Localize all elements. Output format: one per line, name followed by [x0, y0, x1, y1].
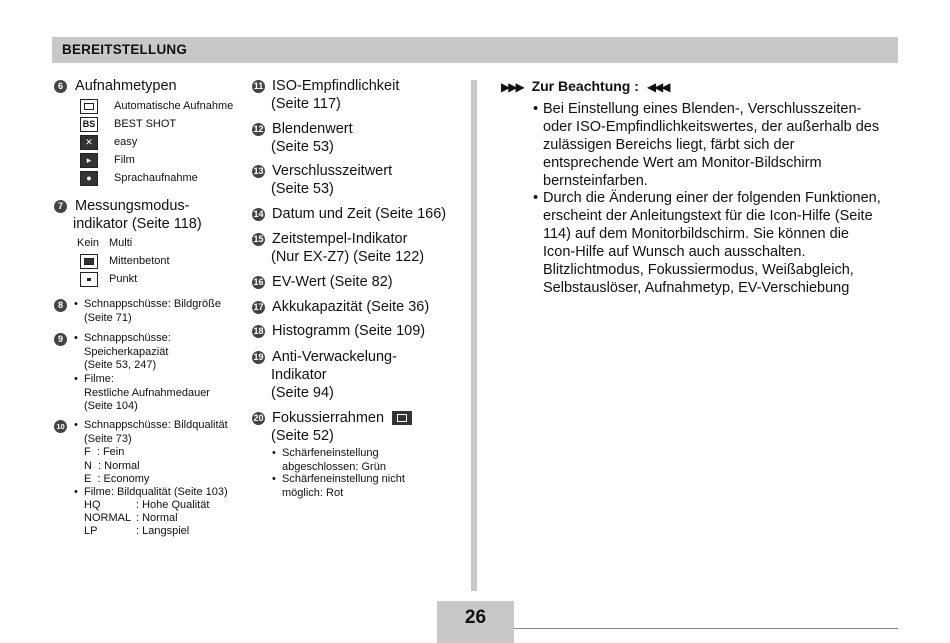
item-17 — [252, 299, 429, 317]
type-easy: easy — [114, 136, 138, 148]
item-18-l1: Histogramm (Seite 109) — [272, 323, 426, 339]
note-p1-l5: bernsteinfarben. — [543, 173, 648, 189]
item-20-l1: Fokussierrahmen — [272, 410, 385, 426]
item-12-l1: Blendenwert — [272, 121, 353, 137]
movie-icon: ▸ — [80, 153, 98, 168]
item-15 — [252, 231, 407, 249]
center-metering-icon — [80, 254, 98, 269]
item-7-title-2: indikator (Seite 118) — [73, 216, 202, 232]
note-bullet-1 — [543, 100, 879, 190]
item-13 — [252, 163, 392, 181]
meter-punkt: Punkt — [109, 273, 138, 285]
item-9-a3: (Seite 53, 247) — [84, 359, 157, 371]
focus-ok-l1: • Schärfeneinstellung — [282, 447, 379, 459]
type-film: Film — [114, 154, 135, 166]
meter-mitten: Mittenbetont — [109, 255, 170, 267]
item-15-l2: (Nur EX-Z7) (Seite 122) — [271, 249, 425, 265]
arrow-right-icon: ▶▶▶ — [501, 80, 523, 94]
item-16-l1: EV-Wert (Seite 82) — [272, 274, 393, 290]
film-normal-key: NORMAL — [84, 512, 132, 524]
item-9-b2: Restliche Aufnahmedauer — [84, 386, 210, 399]
item-10-bullet-b — [84, 486, 228, 500]
note-p1-l4: entsprechende Wert am Monitor-Bildschirm — [543, 155, 822, 171]
item-10-a2: (Seite 73) — [84, 432, 132, 445]
item-8-line2: (Seite 71) — [84, 311, 132, 324]
item-19 — [252, 349, 397, 367]
note-p2-l6: Selbstauslöser, Aufnahmetyp, EV-Verschiebung — [543, 280, 850, 296]
item-10-bullet-a — [84, 419, 228, 487]
number-badge: 12 — [253, 123, 264, 134]
item-15-l1: Zeitstempel-Indikator — [272, 231, 408, 247]
quality-fine: F : Fein — [84, 446, 125, 458]
number-badge: 8 — [54, 299, 67, 312]
item-10-badge — [54, 418, 67, 436]
item-10-b1: • Filme: Bildqualität (Seite 103) — [84, 486, 228, 498]
item-11 — [252, 78, 399, 96]
bs-icon: BS — [80, 117, 98, 132]
number-badge: 11 — [253, 80, 264, 91]
number-badge: 16 — [253, 276, 264, 287]
item-10-a1: • Schnappschüsse: Bildqualität — [84, 419, 228, 431]
meter-multi: Multi — [109, 237, 133, 249]
item-9-a1: • Schnappschüsse: — [84, 332, 171, 344]
focus-ok-bullet — [282, 447, 386, 474]
item-19-l2: Indikator — [271, 367, 327, 383]
quality-normal: N : Normal — [84, 459, 140, 472]
item-8-text — [84, 298, 221, 325]
item-13-l1: Verschlusszeitwert — [272, 163, 393, 179]
footer-rule — [514, 628, 898, 629]
film-lp-key: LP — [84, 525, 98, 537]
focus-frame-icon — [392, 411, 412, 425]
type-bestshot: BEST SHOT — [114, 118, 177, 130]
note-heading-text: Zur Beachtung : — [531, 78, 639, 94]
mic-icon: ● — [80, 171, 98, 186]
column-divider — [471, 80, 477, 591]
item-9-bullet-a — [84, 332, 171, 373]
note-heading — [501, 78, 669, 94]
item-9-bullet-b — [84, 373, 210, 414]
item-18 — [252, 323, 425, 341]
focus-fail-l1: • Schärfeneinstellung nicht — [282, 473, 405, 485]
item-6 — [54, 78, 177, 96]
film-hq-key: HQ — [84, 499, 101, 511]
focus-ok-l2: abgeschlossen: Grün — [282, 460, 386, 473]
item-19-l3: (Seite 94) — [271, 385, 334, 401]
number-badge: 14 — [253, 208, 264, 219]
note-p2-l2: erscheint der Anleitungstext für die Icon-Hilfe (Seite — [543, 208, 873, 224]
section-title: BEREITSTELLUNG — [62, 42, 188, 57]
item-17-l1: Akkukapazität (Seite 36) — [272, 299, 430, 315]
number-badge: 13 — [253, 165, 264, 176]
number-badge: 6 — [54, 80, 67, 93]
section-header — [52, 37, 898, 63]
number-badge: 9 — [54, 333, 67, 346]
item-11-l1: ISO-Empfindlichkeit — [272, 78, 400, 94]
number-badge: 17 — [253, 301, 264, 312]
type-sprach: Sprachaufnahme — [114, 172, 198, 184]
note-p1-l3: zulässigen Bereichs liegt, färbt sich der — [543, 137, 795, 153]
number-badge: 18 — [253, 325, 264, 336]
auto-icon — [80, 99, 98, 114]
arrow-left-icon: ◀◀◀ — [646, 80, 669, 94]
note-p1-l2: oder ISO-Empfindlichkeitswertes, der außerhalb des — [543, 119, 880, 135]
item-20-l2: (Seite 52) — [271, 428, 334, 444]
note-bullet-2 — [543, 189, 881, 297]
item-8-badge — [54, 297, 67, 315]
item-19-l1: Anti-Verwackelung- — [272, 349, 397, 365]
item-9-a2: Speicherkapaziät — [84, 345, 169, 358]
item-13-l2: (Seite 53) — [271, 181, 334, 197]
number-badge: 7 — [54, 200, 67, 213]
number-badge: 19 — [253, 351, 264, 362]
item-16 — [252, 274, 393, 292]
number-badge: 10 — [54, 420, 67, 433]
page-number: 26 — [464, 607, 487, 628]
type-auto: Automatische Aufnahme — [114, 100, 234, 112]
focus-fail-bullet — [282, 473, 405, 500]
easy-icon: ✕ — [80, 135, 98, 150]
item-7-title-1: Messungsmodus- — [75, 198, 190, 214]
item-12 — [252, 121, 353, 139]
item-14-l1: Datum und Zeit (Seite 166) — [272, 206, 447, 222]
focus-fail-l2: möglich: Rot — [282, 486, 344, 499]
note-p2-l1: • Durch die Änderung einer der folgenden Funktionen, — [543, 190, 881, 206]
item-9-b1: • Filme: — [84, 373, 114, 385]
note-p2-l3: 114) auf dem Monitorbildschirm. Sie können die — [543, 226, 850, 242]
meter-kein: Kein — [77, 237, 100, 249]
quality-economy: E : Economy — [84, 473, 150, 485]
number-badge: 15 — [253, 233, 264, 244]
film-normal-value: : Normal — [136, 512, 178, 524]
film-hq-value: : Hohe Qualität — [136, 499, 210, 511]
film-lp-value: : Langspiel — [136, 525, 190, 537]
item-9-badge — [54, 331, 67, 349]
item-7 — [54, 198, 189, 216]
item-11-l2: (Seite 117) — [271, 96, 341, 112]
item-9-b3: (Seite 104) — [84, 400, 138, 412]
spot-metering-icon — [80, 272, 98, 287]
item-20 — [252, 410, 412, 428]
item-8-line1: • Schnappschüsse: Bildgröße — [84, 298, 221, 310]
item-12-l2: (Seite 53) — [271, 139, 334, 155]
note-p2-l4: Icon-Hilfe auf Wunsch auch ausschalten. — [543, 244, 806, 260]
number-badge: 20 — [253, 412, 264, 423]
note-p1-l1: • Bei Einstellung eines Blenden-, Verschlusszeiten- — [543, 101, 862, 117]
item-14 — [252, 206, 446, 224]
item-6-title: Aufnahmetypen — [75, 78, 177, 94]
page-number-box — [437, 601, 514, 643]
note-p2-l5: Blitzlichtmodus, Fokussiermodus, Weißabgleich, — [543, 262, 854, 278]
